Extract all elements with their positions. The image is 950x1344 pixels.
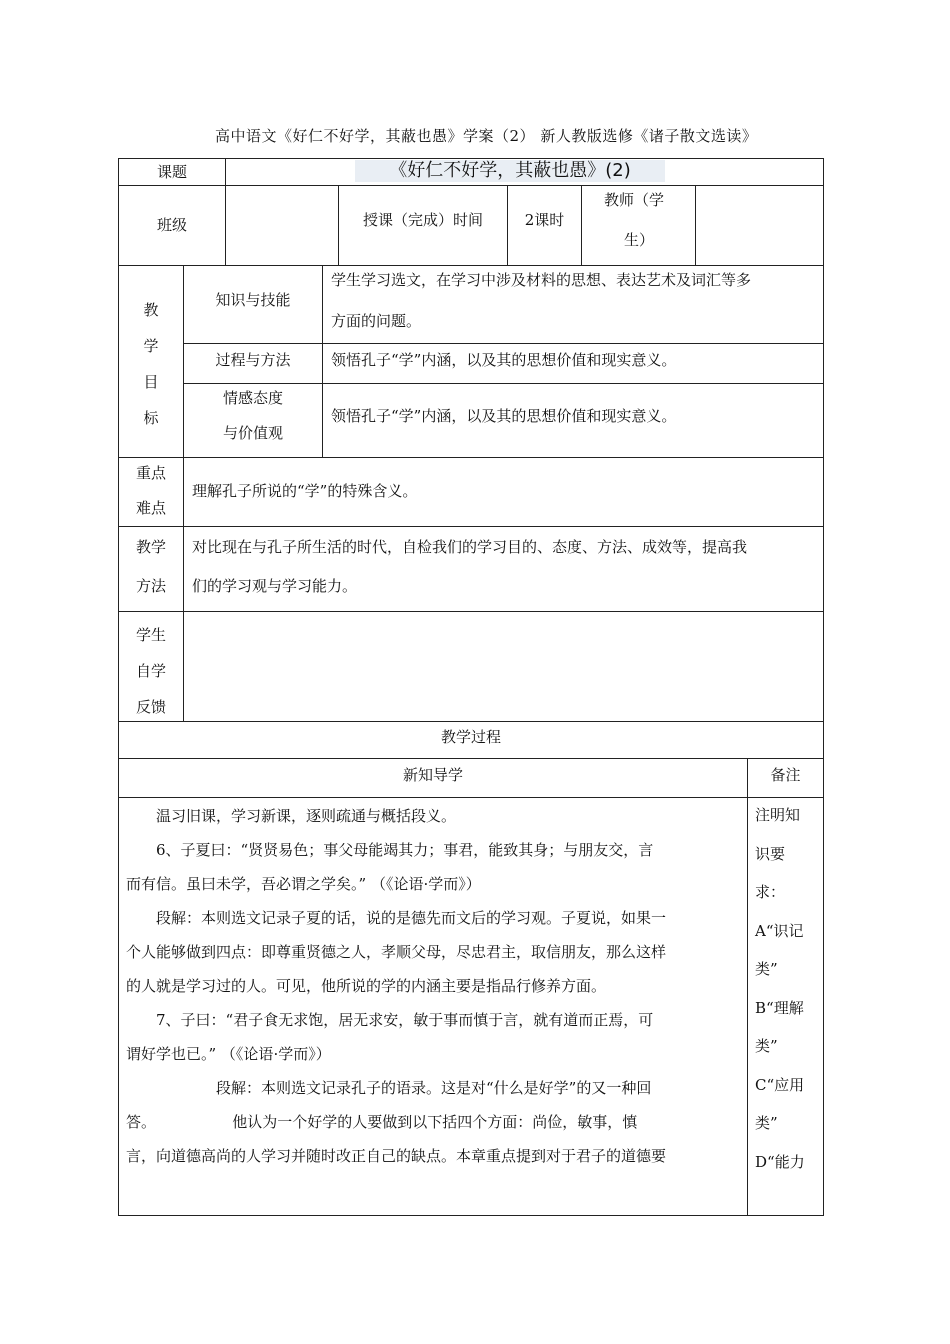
topic-value: 《好仁不好学，其蔽也愚》(2) [355,160,665,182]
method-label-line1: 教学 [135,538,166,556]
goal-emotion-label-line1: 情感态度 [222,389,283,407]
method-text-line1: 对比现在与孔子所生活的时代，自检我们的学习目的、态度、方法、成效等，提高我 [192,538,748,556]
goal-knowledge-text-line1: 学生学习选文，在学习中涉及材料的思想、表达艺术及词汇等多 [331,271,752,289]
document-heading: 高中语文《好仁不好学，其蔽也愚》学案（2） 新人教版选修《诸子散文选读》 [215,127,758,145]
content-line: 段解：本则选文记录子夏的话，说的是德先而文后的学习观。子夏说，如果一 [156,909,667,927]
content-line: 而有信。虽曰未学，吾必谓之学矣。” （《论语·学而》） [126,875,481,893]
new-knowledge-header: 新知导学 [402,766,463,784]
content-line: 温习旧课，学习新课，逐则疏通与概括段义。 [156,807,457,825]
note-line: A“识记 [755,921,804,940]
feedback-label: 学生 自学 反馈 [135,626,166,716]
note-line: 类” [755,1037,778,1055]
content-line: 言，向道德高尚的人学习并随时改正自己的缺点。本章重点提到对于君子的道德要 [126,1147,667,1165]
content-line: 谓好学也已。” （《论语·学而》） [126,1045,331,1063]
notes-header: 备注 [770,766,801,784]
note-line: 求： [755,883,786,901]
content-line: 段解：本则选文记录孔子的语录。这是对“什么是好学”的又一种回 [216,1079,652,1097]
class-label: 班级 [156,216,187,234]
goal-emotion-label-line2: 与价值观 [222,424,283,442]
note-line: 类” [755,1114,778,1132]
goal-knowledge-text-line2: 方面的问题。 [331,312,422,330]
key-text: 理解孔子所说的“学”的特殊含义。 [192,482,418,500]
notes-column [755,796,821,1181]
goal-emotion-text: 领悟孔子“学”内涵，以及其的思想价值和现实意义。 [331,407,677,425]
topic-label: 课题 [156,163,187,181]
time-label: 授课（完成）时间 [362,211,483,229]
content-line: 的人就是学习过的人。可见，他所说的学的内涵主要是指品行修养方面。 [126,977,607,995]
content-line: 个人能够做到四点：即尊重贤德之人，孝顺父母，尽忠君主，取信朋友，那么这样 [126,943,667,961]
note-line: 识要 [755,844,786,863]
process-header: 教学过程 [440,728,501,746]
note-line: B“理解 [755,998,804,1017]
content-line: 7、子曰：“君子食无求饱，居无求安，敏于事而慎于言，就有道而正焉，可 [156,1011,654,1029]
note-line: C“应用 [755,1075,805,1094]
content-line: 6、子夏曰：“贤贤易色；事父母能竭其力；事君，能致其身；与朋友交，言 [156,841,654,859]
key-label-line2: 难点 [135,499,166,517]
method-label-line2: 方法 [135,577,166,595]
goal-process-text: 领悟孔子“学”内涵，以及其的思想价值和现实意义。 [331,351,677,369]
teacher-label-line2: 生） [624,231,655,249]
goal-knowledge-label: 知识与技能 [215,291,291,309]
note-line: 注明知 [755,806,801,824]
note-line: D“能力 [755,1152,805,1171]
teacher-label-line1: 教师（学 [604,191,665,209]
key-label-line1: 重点 [135,464,166,482]
time-value: 2课时 [524,211,565,229]
note-line: 类” [755,960,778,978]
content-line: 答。 他认为一个好学的人要做到以下括四个方面：尚俭，敏事，慎 [126,1113,638,1131]
content-body [126,799,742,1173]
goals-label: 教 学 目 标 [143,301,159,427]
goal-process-label: 过程与方法 [215,351,291,369]
method-text-line2: 们的学习观与学习能力。 [192,577,358,595]
